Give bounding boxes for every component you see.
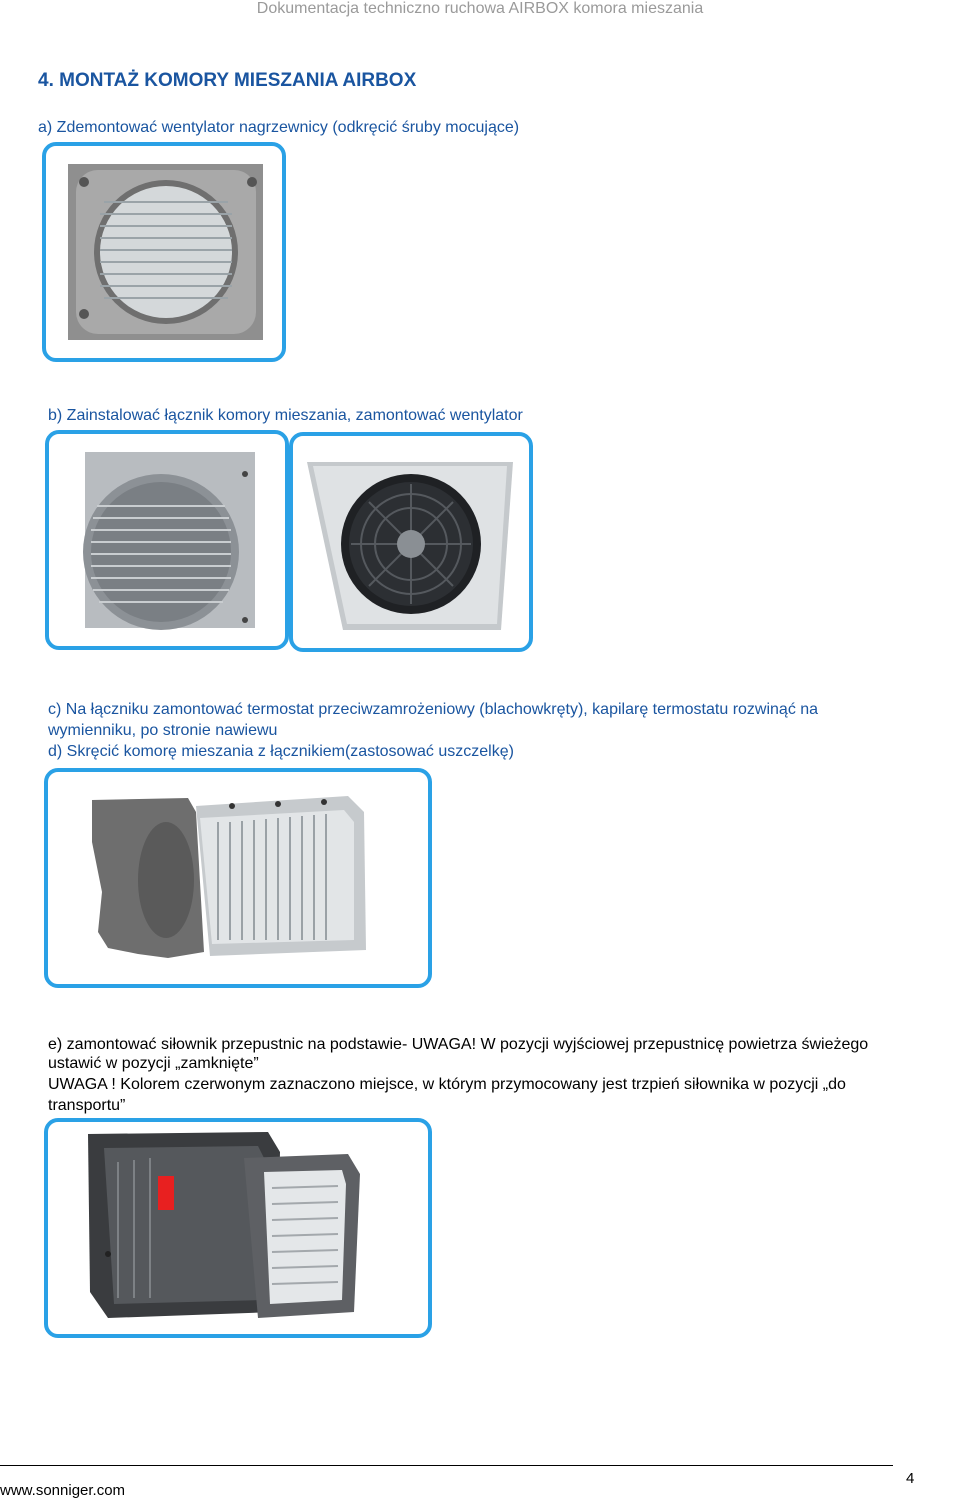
actuator-pin-marker (158, 1176, 174, 1210)
photo-damper-actuator (44, 1118, 432, 1338)
step-e-line1: e) zamontować siłownik przepustnic na podstawie- UWAGA! W pozycji wyjściowej przepustnicę powietrza świeżego (48, 1036, 869, 1053)
step-a-text: a) Zdemontować wentylator nagrzewnicy (odkręcić śruby mocujące) (38, 119, 520, 136)
step-e-warning-line2: transportu” (48, 1097, 126, 1114)
step-e-warning-line1: UWAGA ! Kolorem czerwonym zaznaczono miejsce, w którym przymocowany jest trzpień siłownika w pozycji „do (48, 1076, 846, 1093)
step-d-text: d) Skręcić komorę mieszania z łącznikiem(zastosować uszczelkę) (48, 743, 514, 760)
footer-rule (0, 1465, 893, 1466)
step-c-line1: c) Na łączniku zamontować termostat przeciwzamrożeniowy (blachowkręty), kapilarę termostatu rozwinąć na (48, 701, 819, 718)
step-e-line2: ustawić w pozycji „zamknięte” (48, 1055, 259, 1072)
step-b-text: b) Zainstalować łącznik komory mieszania, zamontować wentylator (48, 407, 523, 424)
photo-assembled-mixing-chamber (44, 768, 432, 988)
step-c-line2: wymienniku, po stronie nawiewu (48, 722, 278, 739)
photo-heater-without-fan (42, 142, 286, 362)
page-number: 4 (906, 1470, 915, 1487)
photo-connector-mesh (45, 430, 289, 650)
running-header: Dokumentacja techniczno ruchowa AIRBOX komora mieszania (256, 0, 704, 17)
section-title: 4. MONTAŻ KOMORY MIESZANIA AIRBOX (38, 70, 417, 91)
photo-connector-with-fan (289, 432, 533, 652)
footer-url: www.sonniger.com (0, 1482, 126, 1499)
